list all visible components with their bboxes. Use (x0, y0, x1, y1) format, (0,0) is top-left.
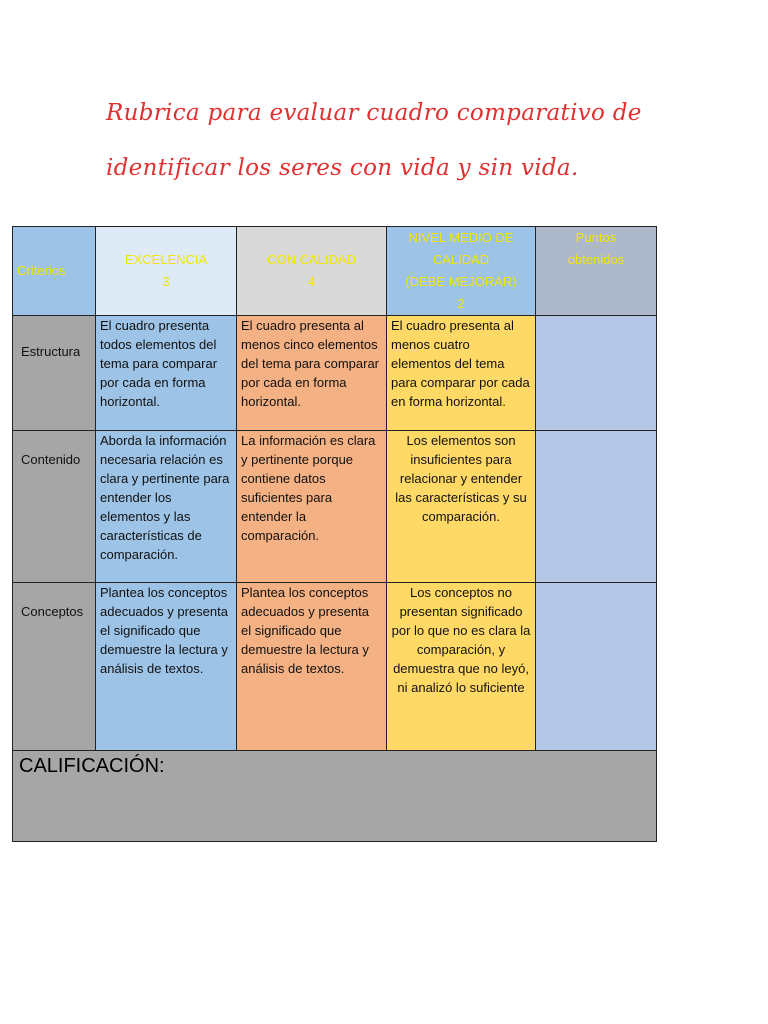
header-nivel-medio-line2: CALIDAD (432, 252, 490, 267)
header-puntos-line1: Puntos (575, 230, 617, 245)
header-excelencia-points: 3 (162, 274, 170, 289)
con-calidad-cell: El cuadro presenta al menos cinco elementos del tema para comparar por cada en forma horizontal. (237, 316, 387, 431)
con-calidad-cell: Plantea los conceptos adecuados y presenta el significado que demuestre la lectura y análisis de textos. (237, 583, 387, 751)
excelencia-cell: Plantea los conceptos adecuados y presenta el significado que demuestre la lectura y análisis de textos. (96, 583, 237, 751)
rubric-table (12, 226, 657, 842)
header-puntos (536, 227, 657, 316)
header-con-calidad (237, 227, 387, 316)
criterio-cell: Contenido (13, 431, 96, 583)
puntos-cell[interactable] (536, 316, 657, 431)
header-excelencia-label: EXCELENCIA (124, 252, 208, 267)
table-row (13, 316, 657, 431)
nivel-medio-cell: El cuadro presenta al menos cuatro elementos del tema para comparar por cada en forma horizontal. (387, 316, 536, 431)
header-nivel-medio-points: 2 (457, 296, 465, 311)
excelencia-cell: Aborda la información necesaria relación es clara y pertinente para entender los elementos y las características de comparación. (96, 431, 237, 583)
page-title: Rubrica para evaluar cuadro comparativo de identificar los seres con vida y sin vida. (106, 100, 642, 181)
table-row (13, 583, 657, 751)
header-row (13, 227, 657, 316)
header-con-calidad-label: CON CALIDAD (267, 252, 356, 267)
header-nivel-medio-line1: NIVEL MEDIO DE (408, 230, 514, 245)
puntos-cell[interactable] (536, 431, 657, 583)
nivel-medio-cell: Los conceptos no presentan significado por lo que no es clara la comparación, y demuestra que no leyó, ni analizó lo suficiente (387, 583, 536, 751)
header-puntos-line2: obtenidos (567, 252, 625, 267)
header-con-calidad-points: 4 (307, 274, 316, 289)
calificacion-label: CALIFICACIÓN: (19, 755, 165, 777)
header-excelencia (96, 227, 237, 316)
criterio-cell: Estructura (13, 316, 96, 431)
excelencia-cell: El cuadro presenta todos elementos del tema para comparar por cada en forma horizontal. (96, 316, 237, 431)
nivel-medio-cell: Los elementos son insuficientes para relacionar y entender las características y su comparación. (387, 431, 536, 583)
table-row (13, 431, 657, 583)
con-calidad-cell: La información es clara y pertinente porque contiene datos suficientes para entender la comparación. (237, 431, 387, 583)
calificacion-row (13, 751, 657, 842)
header-criterios: Criterios (13, 227, 96, 316)
criterio-cell: Conceptos (13, 583, 96, 751)
puntos-cell[interactable] (536, 583, 657, 751)
header-nivel-medio (387, 227, 536, 316)
header-nivel-medio-line3: (DEBE MEJORAR) (405, 274, 517, 289)
calificacion-cell[interactable] (13, 751, 657, 842)
